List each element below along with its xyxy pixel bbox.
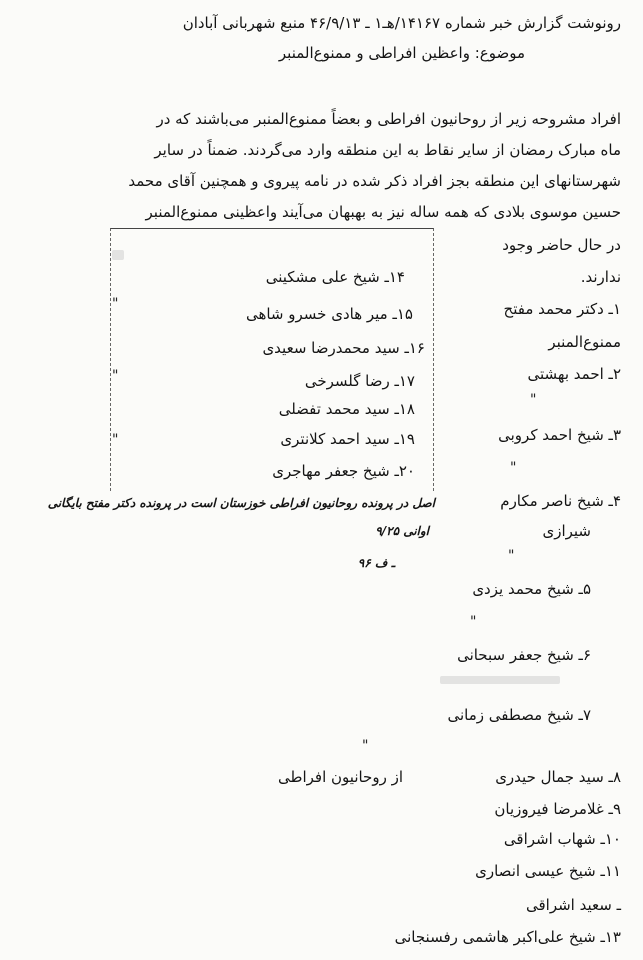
ditto-mark: "	[530, 392, 537, 408]
archive-note-line-1: اصل در پرونده روحانیون افراطی خوزستان است در پرونده دکتر مفتح بایگانی	[47, 496, 435, 510]
list-item-12: ـ سعید اشراقی	[526, 896, 621, 914]
list-item-6: ۶ـ شیخ جعفر سبحانی	[457, 646, 591, 664]
ditto-mark: "	[112, 432, 119, 448]
box-item-19: ۱۹ـ سید احمد کلانتری	[280, 430, 415, 448]
box-item-16: ۱۶ـ سید محمدرضا سعیدی	[262, 339, 425, 357]
body-line-4: حسین موسوی بلادی که همه ساله نیز به بهبهان می‌آیند واعظینی ممنوع‌المنبر	[145, 203, 621, 221]
body-line-2: ماه مبارک رمضان از سایر نقاط به این منطقه وارد می‌گردند. ضمناً در سایر	[154, 141, 621, 159]
ditto-mark: "	[112, 296, 119, 312]
list-item-8: ۸ـ سید جمال حیدری	[495, 768, 621, 786]
box-item-14: ۱۴ـ شیخ علی مشکینی	[265, 268, 405, 286]
box-item-20: ۲۰ـ شیخ جعفر مهاجری	[272, 462, 415, 480]
body-line-3: شهرستانهای این منطقه بجز افراد ذکر شده در نامه پیروی و همچنین آقای محمد	[128, 172, 621, 190]
ditto-mark: "	[510, 460, 517, 476]
ditto-mark: "	[508, 548, 515, 564]
list-item-13: ۱۳ـ شیخ علی‌اکبر هاشمی رفسنجانی	[394, 928, 621, 946]
list-item-9: ۹ـ غلامرضا فیروزیان	[494, 800, 621, 818]
list-item-10: ۱۰ـ شهاب اشراقی	[503, 830, 621, 848]
list-item-4: ۴ـ شیخ ناصر مکارم	[500, 492, 621, 510]
archive-note-line-2: اوانی ۹/۲۵	[375, 524, 429, 538]
body-line-6: ندارند.	[580, 268, 621, 286]
ditto-mark: "	[112, 368, 119, 384]
list-item-7: ۷ـ شیخ مصطفی زمانی	[447, 706, 591, 724]
list-item-11: ۱۱ـ شیخ عیسی انصاری	[475, 862, 621, 880]
box-item-17: ۱۷ـ رضا گلسرخی	[304, 372, 415, 390]
list-item-3: ۳ـ شیخ احمد کروبی	[498, 426, 621, 444]
list-item-5: ۵ـ شیخ محمد یزدی	[472, 580, 591, 598]
side-label: از روحانیون افراطی	[278, 768, 403, 786]
report-subject: موضوع: واعظین افراطی و ممنوع‌المنبر	[278, 44, 525, 62]
body-line-5: در حال حاضر وجود	[502, 236, 621, 254]
list-item-1-status: ممنوع‌المنبر	[548, 333, 621, 351]
box-item-15: ۱۵ـ میر هادی خسرو شاهی	[245, 305, 413, 323]
body-line-1: افراد مشروحه زیر از روحانیون افراطی و بعضاً ممنوع‌المنبر می‌باشند که در	[156, 110, 621, 128]
ditto-mark: "	[470, 614, 477, 630]
list-item-2: ۲ـ احمد بهشتی	[527, 365, 621, 383]
list-item-1: ۱ـ دکتر محمد مفتح	[503, 300, 621, 318]
list-item-4-cont: شیرازی	[542, 522, 591, 540]
box-item-18: ۱۸ـ سید محمد تفضلی	[278, 400, 415, 418]
report-header: رونوشت گزارش خبر شماره ۱۴۱۶۷/هـ۱ ـ ۴۶/۹/۱۳ منبع شهربانی آبادان	[182, 14, 621, 32]
ditto-mark: "	[362, 738, 369, 754]
archive-note-line-3: ـ ف ۹۶	[357, 556, 395, 570]
